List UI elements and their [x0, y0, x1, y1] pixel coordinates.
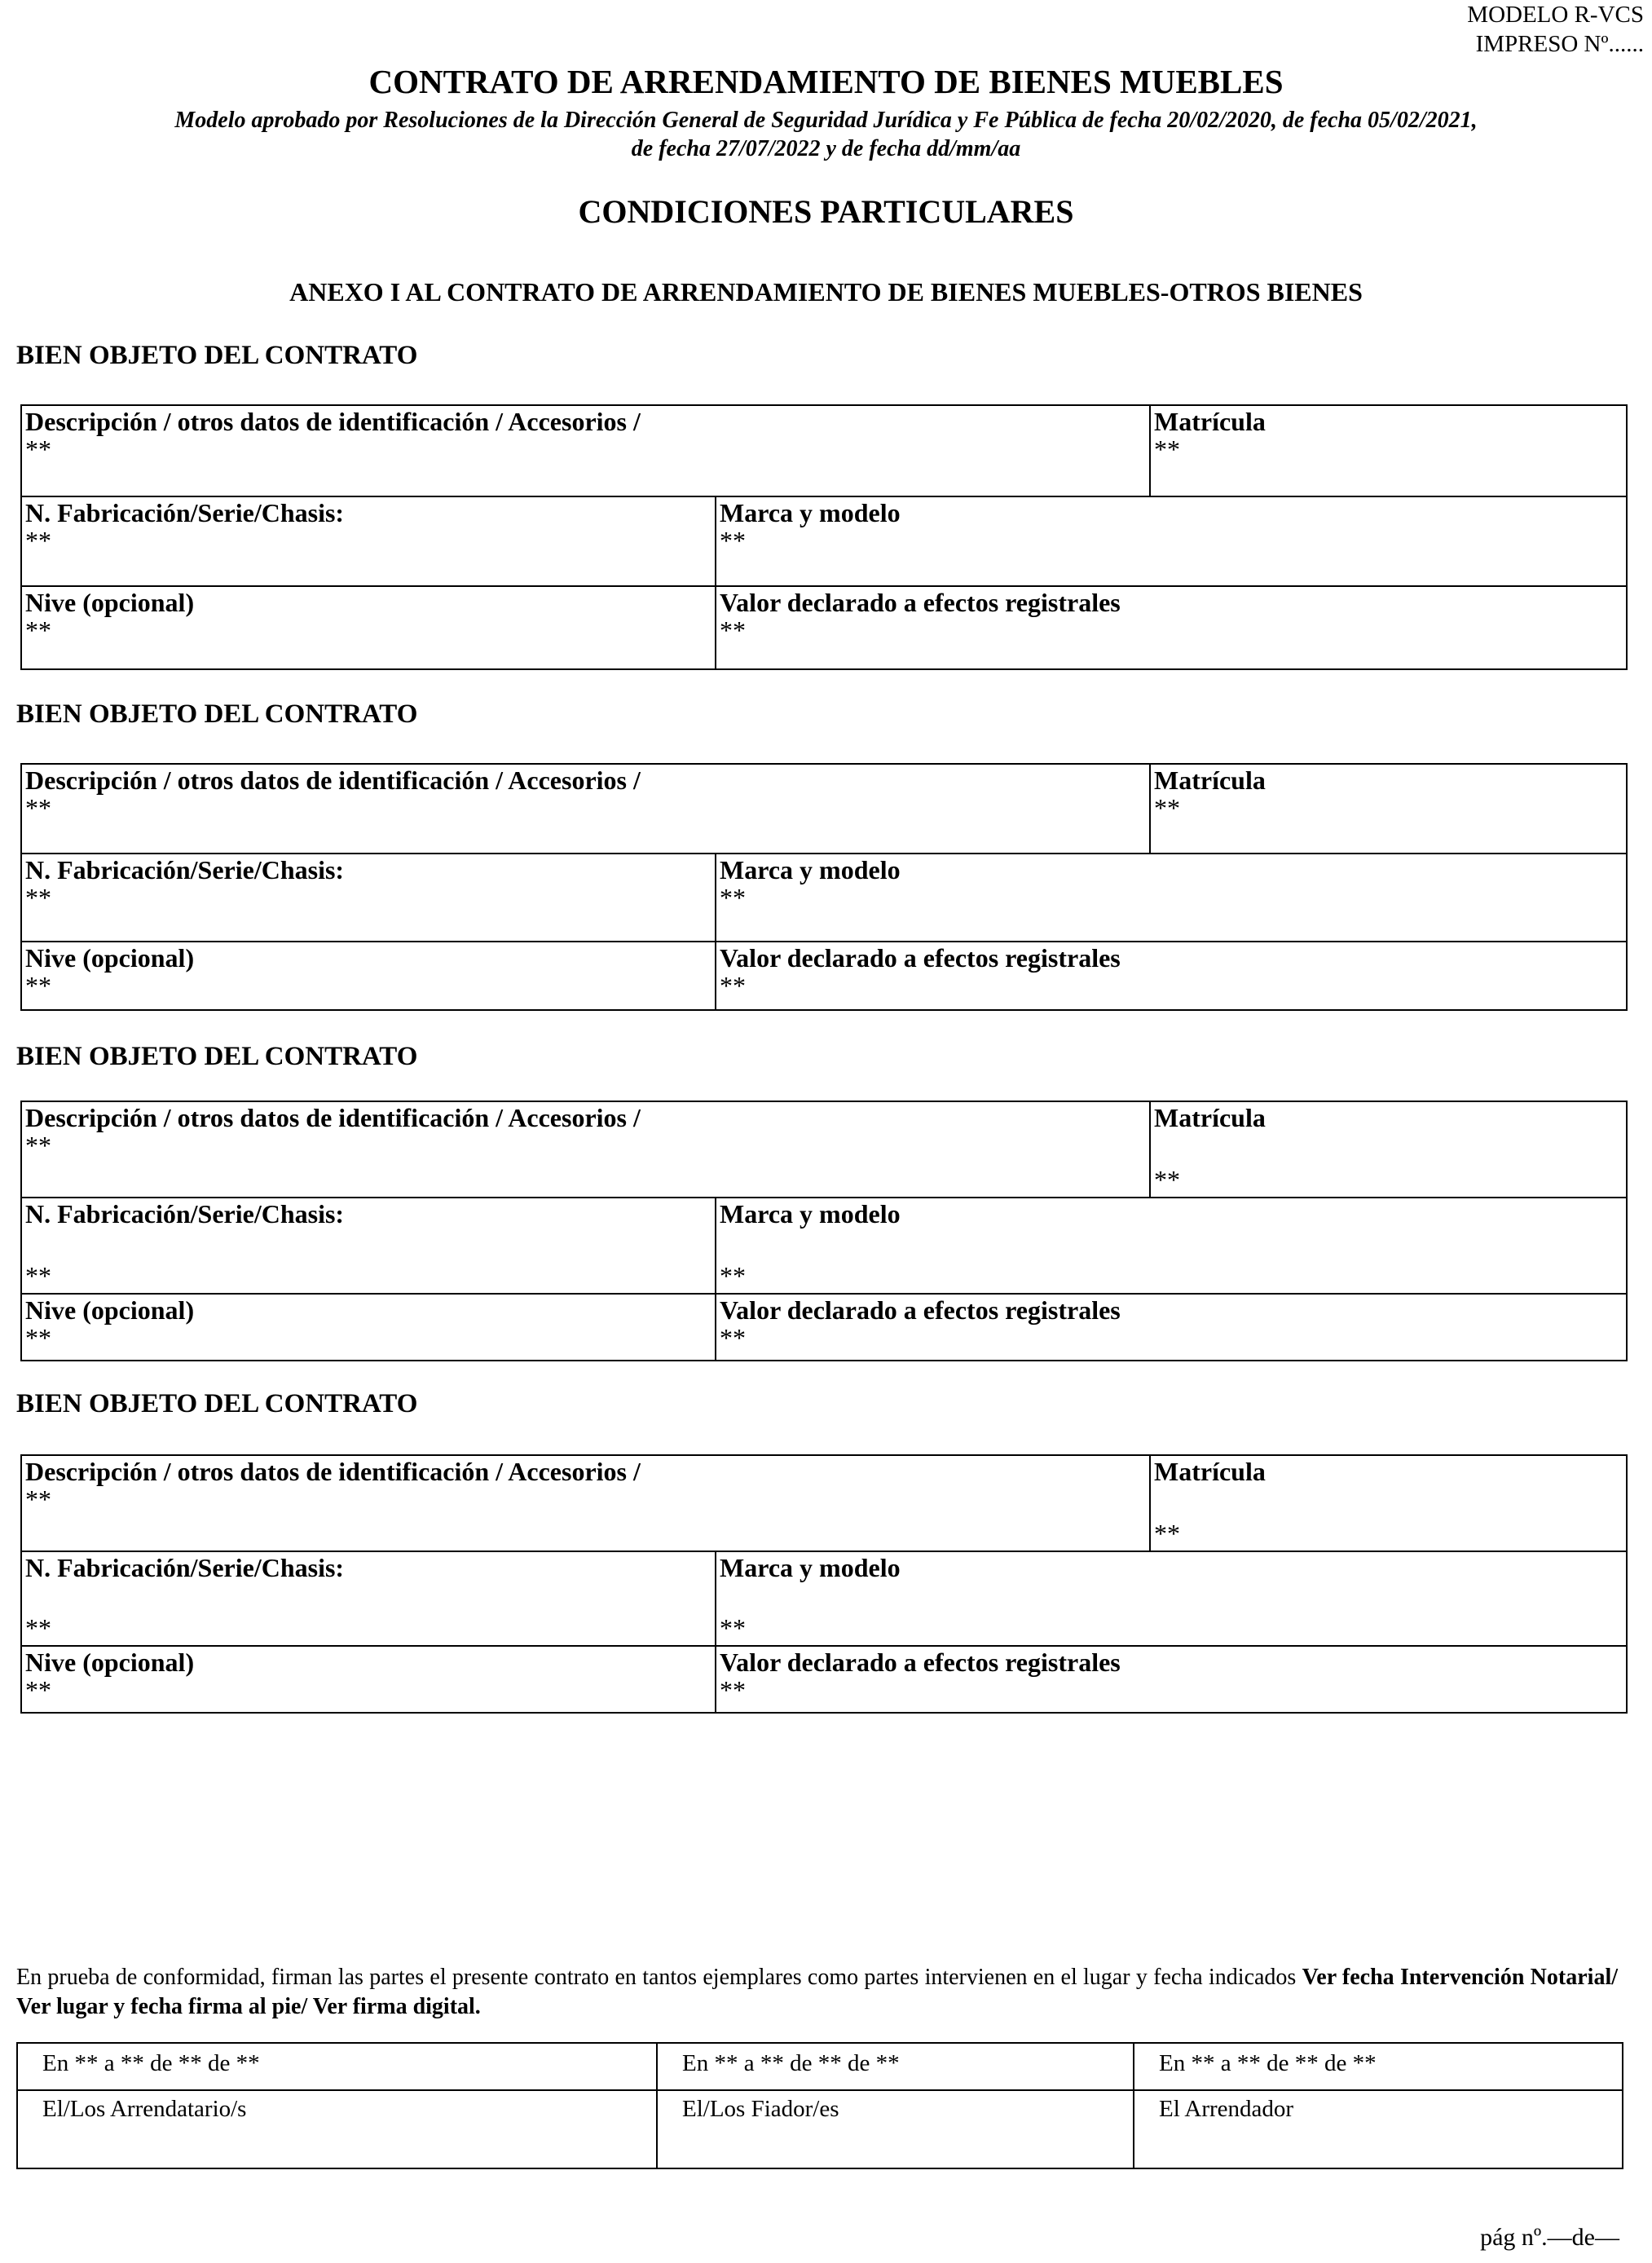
signature-arrendador[interactable]: El Arrendador — [1159, 2096, 1294, 2122]
valor-value: ** — [720, 971, 746, 1000]
marca-field[interactable] — [716, 1198, 1626, 1293]
marca-value: ** — [720, 1261, 746, 1290]
closing-statement — [16, 1963, 1618, 2022]
serie-value: ** — [25, 1261, 51, 1290]
model-code: MODELO R-VCS — [1467, 2, 1644, 28]
matricula-field[interactable] — [1151, 1456, 1626, 1551]
marca-label: Marca y modelo — [720, 1199, 901, 1229]
asset-row-nive — [22, 587, 1626, 668]
section-title: BIEN OBJETO DEL CONTRATO — [16, 1042, 418, 1071]
signature-arrendatario[interactable]: El/Los Arrendatario/s — [18, 2089, 658, 2168]
signature-fiador[interactable]: El/Los Fiador/es — [658, 2089, 1134, 2168]
matricula-field[interactable] — [1151, 765, 1626, 853]
nive-field[interactable] — [22, 942, 716, 1009]
description-label: Descripción / otros datos de identificación / Accesorios / — [25, 407, 641, 436]
serie-label: N. Fabricación/Serie/Chasis: — [25, 1199, 345, 1229]
asset-row-serie — [22, 497, 1626, 587]
nive-field[interactable] — [22, 1295, 716, 1360]
marca-field[interactable] — [716, 497, 1626, 585]
asset-row-serie — [22, 1198, 1626, 1295]
matricula-value: ** — [1154, 1519, 1180, 1548]
description-label: Descripción / otros datos de identificación / Accesorios / — [25, 1457, 641, 1486]
document-title: CONTRATO DE ARRENDAMIENTO DE BIENES MUEBLES — [368, 63, 1284, 100]
nive-field[interactable] — [22, 1647, 716, 1712]
matricula-label: Matrícula — [1154, 407, 1266, 436]
impreso-number: IMPRESO Nº...... — [1475, 31, 1644, 57]
valor-label: Valor declarado a efectos registrales — [720, 588, 1121, 617]
asset-row-description — [22, 406, 1626, 497]
asset-row-nive — [22, 1647, 1626, 1712]
valor-label: Valor declarado a efectos registrales — [720, 943, 1121, 973]
description-field[interactable] — [22, 765, 1151, 853]
place-date-field-2[interactable]: En ** a ** de ** de ** — [658, 2044, 1134, 2089]
valor-value: ** — [720, 1675, 746, 1705]
description-value: ** — [25, 793, 51, 823]
closing-text: En prueba de conformidad, firman las partes el presente contrato en tantos ejemplares como partes intervienen en el lugar y fecha indicados — [16, 1965, 1297, 1990]
marca-value: ** — [720, 526, 746, 555]
description-value: ** — [25, 1131, 51, 1160]
serie-label: N. Fabricación/Serie/Chasis: — [25, 855, 345, 884]
nive-field[interactable] — [22, 587, 716, 668]
section-title: BIEN OBJETO DEL CONTRATO — [16, 341, 418, 370]
asset-row-nive — [22, 1295, 1626, 1360]
valor-field[interactable] — [716, 1647, 1626, 1712]
asset-table — [20, 1454, 1628, 1714]
description-value: ** — [25, 1484, 51, 1514]
matricula-value: ** — [1154, 435, 1180, 464]
nive-label: Nive (opcional) — [25, 943, 195, 973]
nive-label: Nive (opcional) — [25, 1648, 195, 1677]
serie-field[interactable] — [22, 497, 716, 585]
place-date-field-3[interactable]: En ** a ** de ** de ** — [1159, 2050, 1377, 2076]
place-date-field-1[interactable]: En ** a ** de ** de ** — [18, 2044, 658, 2089]
valor-field[interactable] — [716, 587, 1626, 668]
nive-value: ** — [25, 615, 51, 645]
valor-label: Valor declarado a efectos registrales — [720, 1648, 1121, 1677]
serie-label: N. Fabricación/Serie/Chasis: — [25, 1553, 345, 1582]
asset-table — [20, 763, 1628, 1011]
asset-row-description — [22, 765, 1626, 854]
serie-value: ** — [25, 1613, 51, 1643]
description-label: Descripción / otros datos de identificación / Accesorios / — [25, 1103, 641, 1132]
nive-value: ** — [25, 1323, 51, 1352]
signature-table — [16, 2042, 1623, 2169]
matricula-label: Matrícula — [1154, 1103, 1266, 1132]
closing-bold-text: Ver fecha Intervención Notarial/ Ver lugar y fecha firma al pie/ Ver firma digital. — [16, 1965, 1618, 2019]
marca-value: ** — [720, 883, 746, 912]
description-value: ** — [25, 435, 51, 464]
valor-value: ** — [720, 615, 746, 645]
marca-label: Marca y modelo — [720, 1553, 901, 1582]
description-label: Descripción / otros datos de identificación / Accesorios / — [25, 765, 641, 795]
asset-row-description — [22, 1102, 1626, 1198]
annex-heading: ANEXO I AL CONTRATO DE ARRENDAMIENTO DE BIENES MUEBLES-OTROS BIENES — [289, 277, 1363, 307]
valor-field[interactable] — [716, 1295, 1626, 1360]
matricula-field[interactable] — [1151, 1102, 1626, 1197]
serie-label: N. Fabricación/Serie/Chasis: — [25, 498, 345, 527]
asset-row-description — [22, 1456, 1626, 1552]
description-field[interactable] — [22, 406, 1151, 496]
serie-field[interactable] — [22, 1552, 716, 1645]
nive-label: Nive (opcional) — [25, 588, 195, 617]
matricula-label: Matrícula — [1154, 1457, 1266, 1486]
description-field[interactable] — [22, 1456, 1151, 1551]
description-field[interactable] — [22, 1102, 1151, 1197]
matricula-value: ** — [1154, 793, 1180, 823]
matricula-label: Matrícula — [1154, 765, 1266, 795]
serie-field[interactable] — [22, 1198, 716, 1293]
nive-value: ** — [25, 971, 51, 1000]
serie-value: ** — [25, 883, 51, 912]
marca-field[interactable] — [716, 854, 1626, 941]
conditions-heading: CONDICIONES PARTICULARES — [578, 193, 1074, 230]
matricula-value: ** — [1154, 1165, 1180, 1194]
asset-row-serie — [22, 854, 1626, 942]
signature-party-row — [18, 2089, 1622, 2168]
asset-table — [20, 1101, 1628, 1361]
document-subtitle: Modelo aprobado por Resoluciones de la Dirección General de Seguridad Jurídica y Fe Pública de fecha 20/02/2020, de fecha 05/02/2021, de fecha 27/07/2022 y de fecha dd/mm/aa — [174, 108, 1478, 161]
asset-row-serie — [22, 1552, 1626, 1647]
page-number: pág nº.—de— — [1480, 2224, 1619, 2251]
valor-label: Valor declarado a efectos registrales — [720, 1295, 1121, 1325]
matricula-field[interactable] — [1151, 406, 1626, 496]
section-title: BIEN OBJETO DEL CONTRATO — [16, 699, 418, 729]
section-title: BIEN OBJETO DEL CONTRATO — [16, 1389, 418, 1418]
nive-value: ** — [25, 1675, 51, 1705]
valor-field[interactable] — [716, 942, 1626, 1009]
marca-value: ** — [720, 1613, 746, 1643]
nive-label: Nive (opcional) — [25, 1295, 195, 1325]
marca-label: Marca y modelo — [720, 498, 901, 527]
serie-value: ** — [25, 526, 51, 555]
signature-place-row — [18, 2044, 1622, 2091]
marca-label: Marca y modelo — [720, 855, 901, 884]
asset-table — [20, 404, 1628, 670]
valor-value: ** — [720, 1323, 746, 1352]
model-reference — [1467, 0, 1644, 59]
asset-row-nive — [22, 942, 1626, 1009]
serie-field[interactable] — [22, 854, 716, 941]
marca-field[interactable] — [716, 1552, 1626, 1645]
